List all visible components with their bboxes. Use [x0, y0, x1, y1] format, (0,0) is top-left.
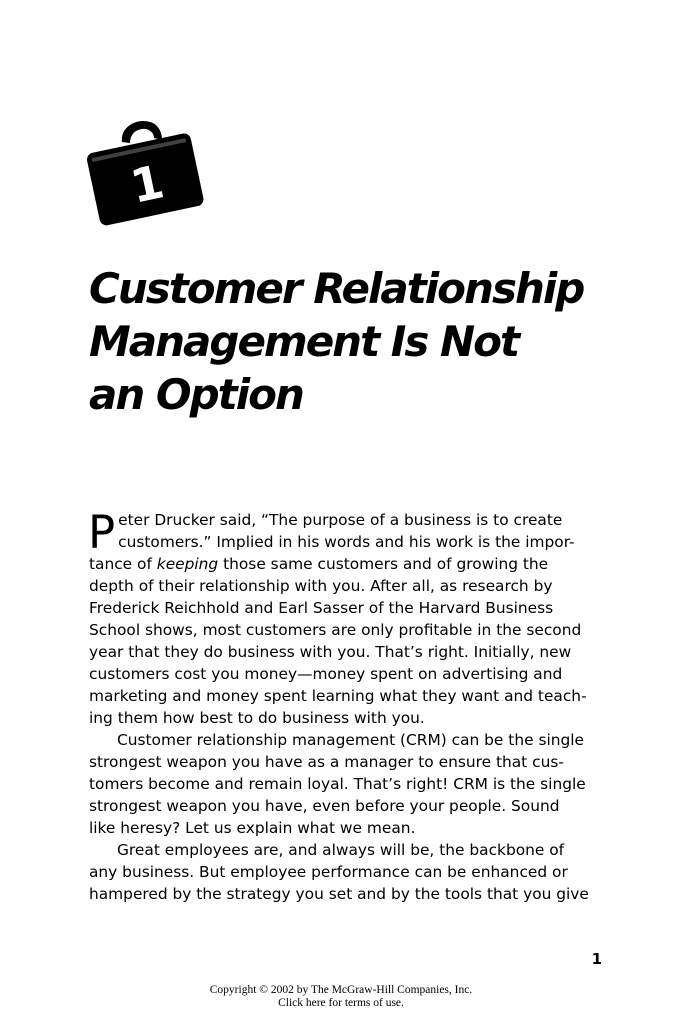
footer — [0, 984, 682, 1010]
text-line — [89, 553, 614, 575]
text-line: marketing and money spent learning what they want and teach- — [89, 687, 587, 705]
text-line: strongest weapon you have, even before your people. Sound — [89, 797, 560, 815]
text-line: depth of their relationship with you. After all, as research by — [89, 577, 553, 595]
text-line: strongest weapon you have as a manager to ensure that cus- — [89, 753, 564, 771]
paragraph-2 — [89, 729, 614, 839]
text-line: customers cost you money—money spent on advertising and — [89, 665, 563, 683]
drop-cap: P — [88, 506, 116, 559]
text-line: ing them how best to do business with you. — [89, 709, 425, 727]
paragraph-1 — [88, 506, 614, 729]
text-line: any business. But employee performance can be enhanced or — [89, 863, 568, 881]
emphasis-keeping: keeping — [156, 555, 219, 573]
paragraph-3 — [89, 839, 614, 905]
text-run: tance of — [89, 555, 157, 573]
text-line: Customer relationship management (CRM) can be the single — [117, 731, 585, 749]
text-line: hampered by the strategy you set and by the tools that you give — [89, 885, 589, 903]
text-line: School shows, most customers are only profitable in the second — [89, 621, 582, 639]
text-line: year that they do business with you. That’s right. Initially, new — [89, 643, 572, 661]
text-line: like heresy? Let us explain what we mean. — [89, 819, 416, 837]
chapter-title-line: Management Is Not — [89, 317, 519, 366]
chapter-number: 1 — [125, 154, 169, 214]
text-line: eter Drucker said, “The purpose of a business is to create — [118, 511, 563, 529]
terms-of-use-link[interactable]: Click here for terms of use. — [278, 997, 404, 1009]
text-line: Frederick Reichhold and Earl Sasser of the Harvard Business — [89, 599, 554, 617]
briefcase-icon — [84, 108, 210, 226]
text-line: customers.” Implied in his words and his work is the impor- — [118, 533, 575, 551]
copyright-notice: Copyright © 2002 by The McGraw-Hill Companies, Inc. — [209, 984, 473, 996]
chapter-title-line: an Option — [89, 370, 303, 419]
page-number: 1 — [591, 950, 602, 968]
text-run: those same customers and of growing the — [218, 555, 549, 573]
text-line: tomers become and remain loyal. That’s right! CRM is the single — [89, 775, 586, 793]
chapter-title — [89, 262, 649, 421]
body-text — [88, 506, 614, 905]
chapter-title-line: Customer Relationship — [89, 264, 584, 313]
text-line: Great employees are, and always will be, the backbone of — [117, 841, 565, 859]
